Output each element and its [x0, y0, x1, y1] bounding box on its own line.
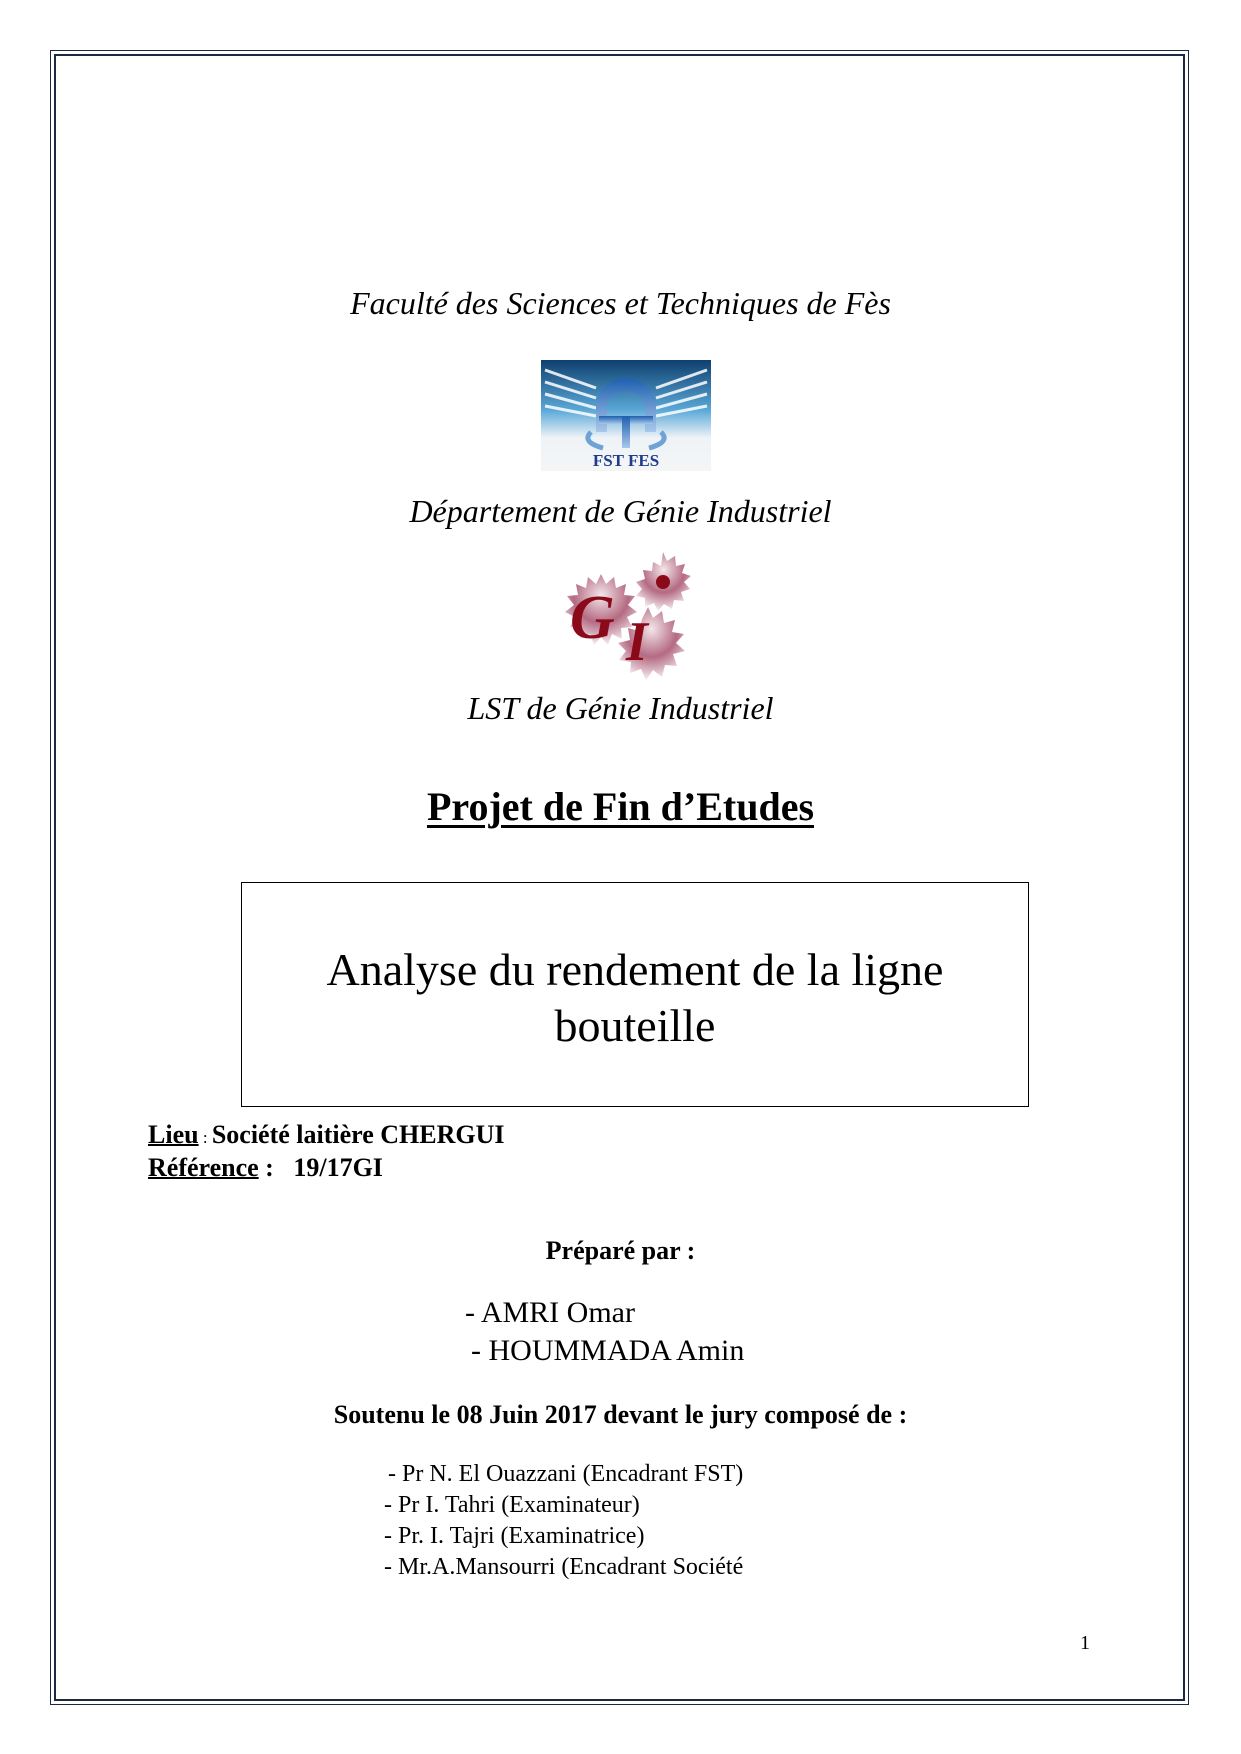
project-title-box	[241, 882, 1029, 1107]
svg-text:G: G	[570, 584, 615, 652]
reference-separator: :	[258, 1153, 294, 1182]
svg-text:I: I	[626, 611, 648, 673]
jury-member: - Mr.A.Mansourri (Encadrant Société	[384, 1554, 744, 1580]
reference-label: Référence	[148, 1153, 259, 1182]
jury-member: - Pr N. El Ouazzani (Encadrant FST)	[388, 1461, 744, 1487]
document-type-text: Projet de Fin d’Etudes	[426, 784, 815, 829]
defense-statement: Soutenu le 08 Juin 2017 devant le jury composé de :	[333, 1400, 908, 1429]
svg-text:FST FES: FST FES	[592, 451, 660, 470]
location-label: Lieu	[148, 1120, 199, 1149]
jury-member: - Pr I. Tahri (Examinateur)	[384, 1492, 640, 1518]
document-type-heading	[0, 783, 1241, 830]
faculty-name: Faculté des Sciences et Techniques de Fès	[350, 285, 891, 321]
project-title	[327, 936, 944, 1054]
location-separator: :	[198, 1128, 212, 1147]
department-name: Département de Génie Industriel	[409, 493, 832, 529]
fst-fes-logo	[541, 360, 711, 471]
reference-value: 19/17GI	[293, 1153, 383, 1182]
program-name: LST de Génie Industriel	[467, 690, 774, 726]
location-line	[148, 1120, 505, 1150]
project-title-line-1: Analyse du rendement de la ligne	[326, 943, 944, 995]
prepared-by-label: Préparé par :	[545, 1236, 696, 1265]
author-2: - HOUMMADA Amin	[471, 1334, 745, 1367]
project-title-line-2: bouteille	[554, 999, 716, 1051]
location-value: Société laitière CHERGUI	[211, 1120, 505, 1149]
jury-member: - Pr. I. Tajri (Examinatrice)	[384, 1523, 645, 1549]
author-1: - AMRI Omar	[465, 1296, 635, 1329]
reference-line	[148, 1153, 383, 1183]
page-number: 1	[1080, 1632, 1090, 1654]
gi-logo	[556, 552, 701, 682]
